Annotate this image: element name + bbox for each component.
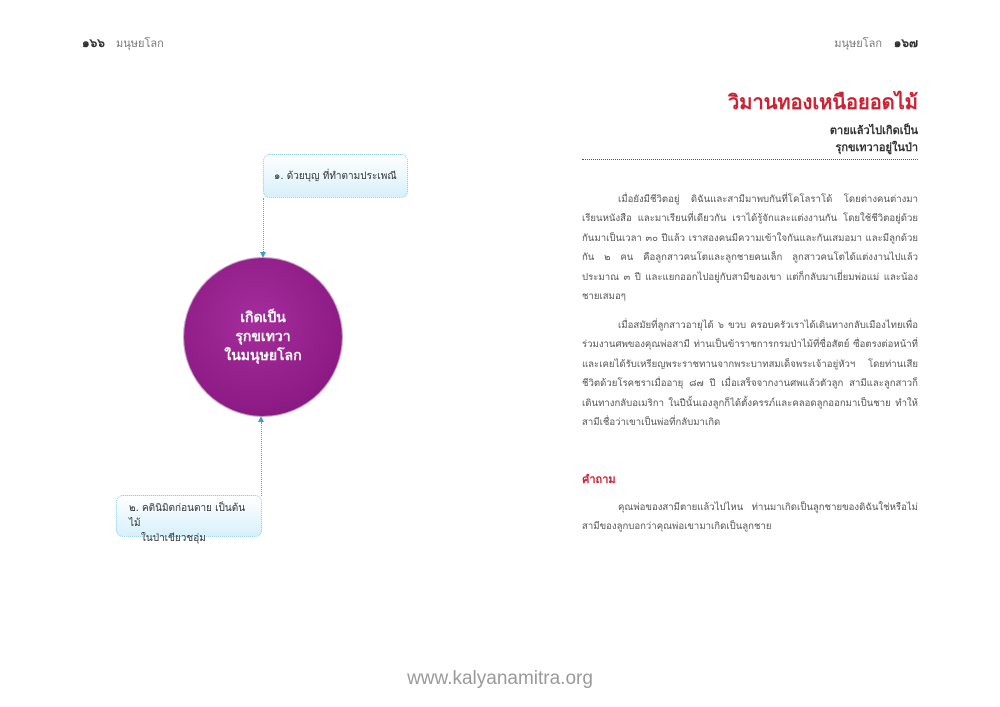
story-paragraph-1: เมื่อยังมีชีวิตอยู่ ดิฉันและสามีมาพบกันที่โคโลราโด้ โดยต่างคนต่างมาเรียนหนังสือ และมาเรียนที่เดียวกัน เราได้รู้จักและแต่งงานกัน โดยใช้ชีวิตอยู่ด้วยกันมาเป็นเวลา ๓๐ ปีแล้ว เราสองคนมีความเข้าใจกันและกันเสมอมา และมีลูกด้วยกัน ๒ คน คือลูกสาวคนโตและลูกชายคนเล็ก ลูกสาวคนโตได้แต่งงานไปแล้วประมาณ ๓ ปี และแยกออกไปอยู่กับสามีของเขา แต่ก็กลับมาเยี่ยมพ่อแม่ และน้องชายเสมอๆ bbox=[582, 194, 918, 303]
merit-cause-note bbox=[263, 154, 408, 198]
death-sign-line-2: ในป่าเขียวชอุ่ม bbox=[141, 533, 206, 544]
death-sign-line-1: ๒. คตินิมิตก่อนตาย เป็นต้นไม้ bbox=[129, 503, 246, 529]
story-subtitle bbox=[830, 122, 918, 156]
story-paragraph-2: เมื่อสมัยที่ลูกสาวอายุได้ ๖ ขวบ ครอบครัวเราได้เดินทางกลับเมืองไทยเพื่อร่วมงานศพของคุณพ่อสามี ท่านเป็นข้าราชการกรมป่าไม้ที่ซื่อสัตย์ ซื่อตรงต่อหน้าที่ และเคยได้รับเหรียญพระราชทานจากพระบาทสมเด็จพระเจ้าอยู่หัวฯ โดยท่านเสียชีวิตด้วยโรคชราเมื่ออายุ ๘๗ ปี เมื่อเสร็จจากงานศพแล้วตัวลูก สามีและลูกสาวก็เดินทางกลับอเมริกา ในปีนั้นเองลูกก็ได้ตั้งครรภ์และคลอดลูกออกมาเป็นชาย ทำให้สามีเชื่อว่าเขาเป็นพ่อที่กลับมาเกิด bbox=[582, 320, 918, 429]
circle-line-3: ในมนุษยโลก bbox=[224, 347, 302, 364]
merit-cause-text: ๑. ด้วยบุญ ที่ทำตามประเพณี bbox=[274, 171, 397, 182]
subtitle-line-1: ตายแล้วไปเกิดเป็น bbox=[829, 124, 918, 137]
death-sign-note bbox=[116, 495, 262, 544]
connector-line-top bbox=[263, 198, 264, 254]
right-running-title: มนุษยโลก bbox=[834, 37, 882, 50]
subtitle-line-2: รุกขเทวาอยู่ในป่า bbox=[835, 141, 918, 154]
story-title: วิมานทองเหนือยอดไม้ bbox=[728, 90, 918, 114]
rebirth-circle bbox=[184, 258, 342, 416]
title-divider bbox=[582, 159, 918, 160]
question-text: คุณพ่อของสามีตายแล้วไปไหน ท่านมาเกิดเป็นลูกชายของดิฉันใช่หรือไม่ สามีของลูกบอกว่าคุณพ่อเขามาเกิดเป็นลูกชาย bbox=[582, 502, 918, 533]
left-running-title: มนุษยโลก bbox=[116, 37, 164, 50]
circle-line-2: รุกขเทวา bbox=[235, 328, 291, 345]
circle-line-1: เกิดเป็น bbox=[240, 309, 286, 326]
question-heading: คำถาม bbox=[582, 473, 616, 486]
footer-url: www.kalyanamitra.org bbox=[407, 668, 593, 689]
connector-line-bottom bbox=[261, 422, 262, 496]
right-page-number: ๑๖๗ bbox=[893, 36, 918, 50]
left-page-number: ๑๖๖ bbox=[82, 36, 105, 50]
